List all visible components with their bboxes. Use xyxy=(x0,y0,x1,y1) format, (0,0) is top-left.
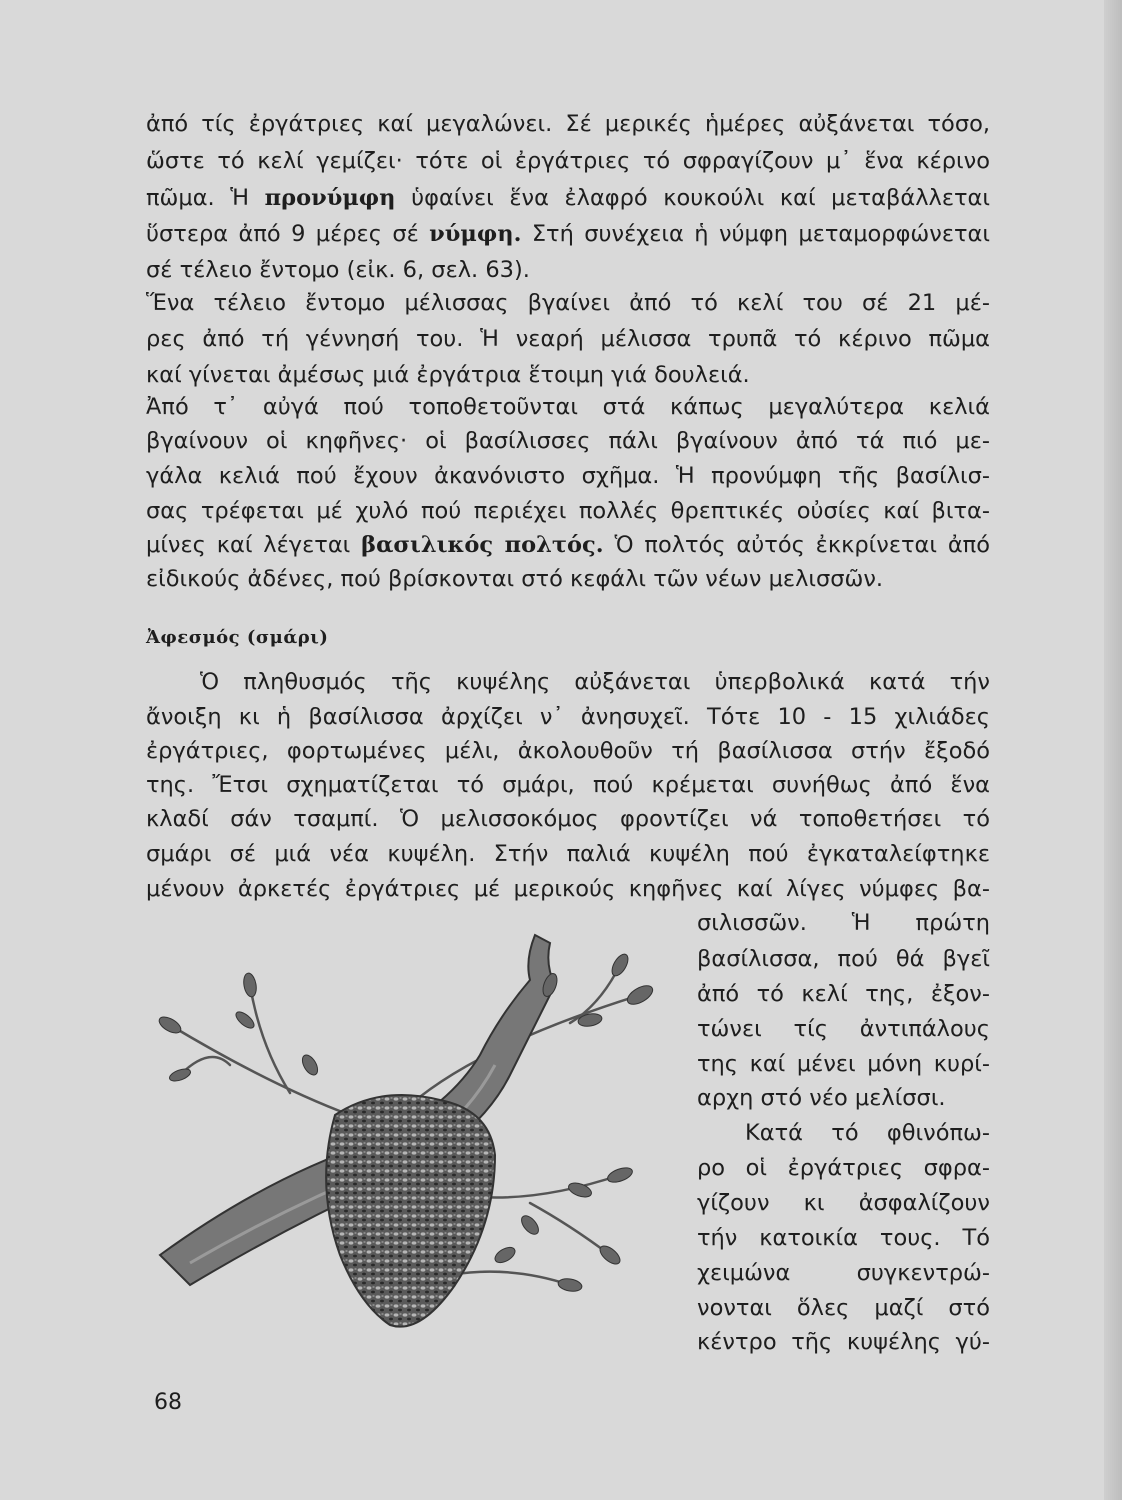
text-line: γάλα κελιά πού ἔχουν ἀκανόνιστο σχῆμα. Ἡ προνύμφη τῆς βασίλισ- xyxy=(146,463,990,489)
page-edge-shadow xyxy=(1104,0,1122,1500)
bee-swarm-illustration xyxy=(150,925,695,1365)
term-vasilikos-poltos: βασιλικός πολτός. xyxy=(361,532,604,558)
term-pronymfi: προνύμφη xyxy=(264,185,396,211)
text-line: ἀπό τίς ἐργάτριες καί μεγαλώνει. Σέ μερικές ἡμέρες αὐξάνεται τόσο, xyxy=(146,111,990,137)
text-line: κλαδί σάν τσαμπί. Ὁ μελισσοκόμος φροντίζει νά τοποθετήσει τό xyxy=(146,806,990,832)
text-line: Ὁ πληθυσμός τῆς κυψέλης αὐξάνεται ὑπερβολικά κατά τήν xyxy=(200,669,990,695)
text-line: σμάρι σέ μιά νέα κυψέλη. Στήν παλιά κυψέλη πού ἐγκαταλείφτηκε xyxy=(146,841,990,867)
text-line: εἰδικούς ἀδένες, πού βρίσκονται στό κεφάλι τῶν νέων μελισσῶν. xyxy=(146,566,884,592)
text-segment: πῶμα. Ἡ xyxy=(146,185,265,211)
term-nymfi: νύμφη. xyxy=(429,221,522,247)
text-line: Ἕνα τέλειο ἔντομο μέλισσας βγαίνει ἀπό τό κελί του σέ 21 μέ- xyxy=(146,290,990,316)
text-line: χειμώνα συγκεντρώ- xyxy=(697,1260,990,1286)
text-segment: Στή συνέχεια ἡ νύμφη μεταμορφώνεται xyxy=(521,221,990,247)
text-line: καί γίνεται ἀμέσως μιά ἐργάτρια ἕτοιμη γιά δουλειά. xyxy=(146,362,750,388)
text-line: ἀπό τό κελί της, ἐξον- xyxy=(697,981,990,1007)
text-segment: Ὁ πολτός αὐτός ἐκκρίνεται ἀπό xyxy=(603,532,990,558)
text-line: Ἀπό τ᾽ αὐγά πού τοποθετοῦνται στά κάπως μεγαλύτερα κελιά xyxy=(146,394,990,420)
text-line: σέ τέλειο ἔντομο (εἰκ. 6, σελ. 63). xyxy=(146,257,530,283)
text-line: ρες ἀπό τή γέννησή του. Ἡ νεαρή μέλισσα τρυπᾶ τό κέρινο πῶμα xyxy=(146,326,990,352)
text-line: ἄνοιξη κι ἡ βασίλισσα ἀρχίζει ν᾽ ἀνησυχεῖ. Τότε 10 - 15 χιλιάδες xyxy=(146,704,990,730)
text-segment: μίνες καί λέγεται xyxy=(146,532,362,558)
text-line: τώνει τίς ἀντιπάλους xyxy=(697,1016,990,1042)
text-line: βγαίνουν οἱ κηφῆνες· οἱ βασίλισσες πάλι βγαίνουν ἀπό τά πιό με- xyxy=(146,428,990,454)
text-line: τήν κατοικία τους. Τό xyxy=(697,1225,990,1251)
section-heading: Ἀφεσμός (σμάρι) xyxy=(146,627,329,648)
text-line: μένουν ἀρκετές ἐργάτριες μέ μερικούς κηφῆνες καί λίγες νύμφες βα- xyxy=(146,876,990,902)
text-line xyxy=(146,218,990,250)
text-line: σας τρέφεται μέ χυλό πού περιέχει πολλές θρεπτικές οὐσίες καί βιτα- xyxy=(146,498,990,524)
text-line: της. Ἔτσι σχηματίζεται τό σμάρι, πού κρέμεται συνήθως ἀπό ἕνα xyxy=(146,772,990,798)
text-line: κέντρο τῆς κυψέλης γύ- xyxy=(697,1329,990,1355)
swarm-cluster xyxy=(326,1095,495,1327)
text-segment: ὕστερα ἀπό 9 μέρες σέ xyxy=(146,221,430,247)
text-line: νονται ὅλες μαζί στό xyxy=(697,1295,990,1321)
text-line: Κατά τό φθινόπω- xyxy=(745,1120,990,1146)
text-line: αρχη στό νέο μελίσσι. xyxy=(697,1085,946,1111)
page-number: 68 xyxy=(154,1390,182,1415)
text-segment: ὑφαίνει ἕνα ἐλαφρό κουκούλι καί μεταβάλλεται xyxy=(395,185,990,211)
text-line: ὥστε τό κελί γεμίζει· τότε οἱ ἐργάτριες τό σφραγίζουν μ᾽ ἕνα κέρινο xyxy=(146,148,990,174)
text-line xyxy=(146,529,990,561)
text-line: σιλισσῶν. Ἡ πρώτη xyxy=(697,910,990,936)
text-line: ἐργάτριες, φορτωμένες μέλι, ἀκολουθοῦν τή βασίλισσα στήν ἔξοδό xyxy=(146,738,990,764)
text-line: βασίλισσα, πού θά βγεῖ xyxy=(697,946,990,972)
text-line: γίζουν κι ἀσφαλίζουν xyxy=(697,1190,990,1216)
text-line xyxy=(146,182,990,214)
text-line: της καί μένει μόνη κυρί- xyxy=(697,1051,990,1077)
text-line: ρο οἱ ἐργάτριες σφρα- xyxy=(697,1155,990,1181)
